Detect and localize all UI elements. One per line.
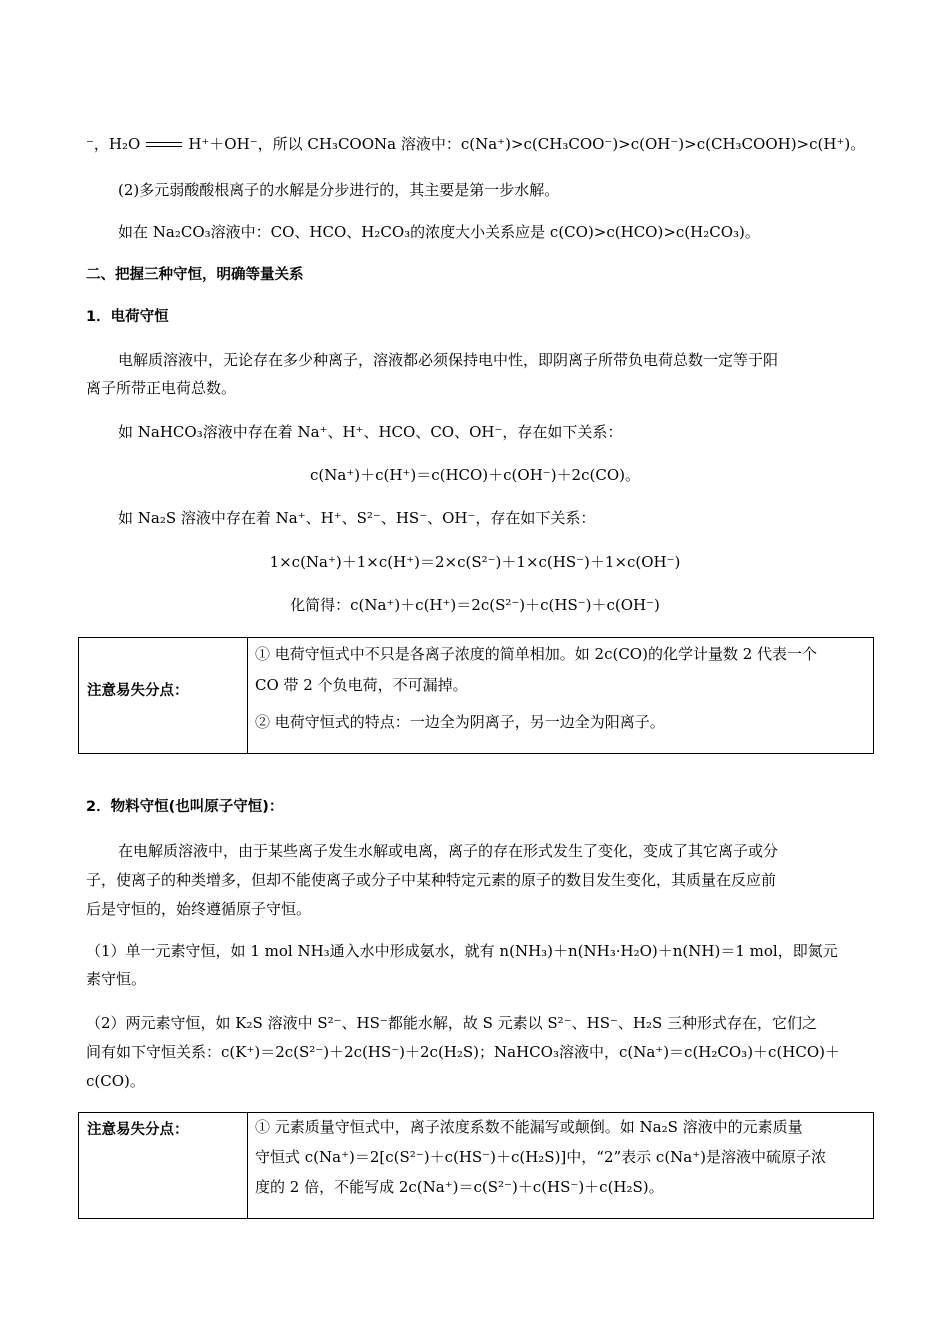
paragraph-two-element-1: （2）两元素守恒，如 K₂S 溶液中 S²⁻、HS⁻都能水解，故 S 元素以 S²⁻、HS⁻、H₂S 三种形式存在，它们之 [86,1014,818,1032]
paragraph-charge-1: 电解质溶液中，无论存在多少种离子，溶液都必须保持电中性，即阴离子所带负电荷总数一定等于阳 [118,351,779,369]
subheading-material-conservation: 2．物料守恒(也叫原子守恒)： [86,799,284,815]
paragraph-na2s: 如 Na₂S 溶液中存在着 Na⁺、H⁺、S²⁻、HS⁻、OH⁻，存在如下关系： [118,509,596,527]
paragraph-material-2: 子，使离子的种类增多，但却不能使离子或分子中某种特定元素的原子的数目发生变化，其质量在反应前 [86,871,777,889]
paragraph-two-element-2: 间有如下守恒关系：c(K⁺)＝2c(S²⁻)＋2c(HS⁻)＋2c(H₂S)；NaHCO₃溶液中，c(Na⁺)＝c(H₂CO₃)＋c(HCO)＋ [86,1043,841,1061]
paragraph-polyprotic: (2)多元弱酸酸根离子的水解是分步进行的，其主要是第一步水解。 [118,181,560,199]
section-heading-conservation: 二、把握三种守恒，明确等量关系 [86,267,304,283]
note-line: ① 电荷守恒式中不只是各离子浓度的简单相加。如 2c(CO)的化学计量数 2 代表一个 [255,645,818,663]
note-line: ① 元素质量守恒式中，离子浓度系数不能漏写或颠倒。如 Na₂S 溶液中的元素质量 [255,1118,803,1136]
paragraph-two-element-3: c(CO)。 [86,1072,145,1090]
equation-na2s-charge: 1×c(Na⁺)＋1×c(H⁺)＝2×c(S²⁻)＋1×c(HS⁻)＋1×c(OH⁻) [269,553,681,571]
equation-nahco3-charge: c(Na⁺)＋c(H⁺)＝c(HCO)＋c(OH⁻)＋2c(CO)。 [310,466,640,484]
paragraph-charge-2: 离子所带正电荷总数。 [86,379,237,397]
line1-start: ⁻，H₂O [86,135,141,153]
subheading-charge-conservation: 1．电荷守恒 [86,309,169,325]
paragraph-nahco3: 如 NaHCO₃溶液中存在着 Na⁺、H⁺、HCO、CO、OH⁻，存在如下关系： [118,423,623,441]
note-line: 度的 2 倍，不能写成 2c(Na⁺)＝c(S²⁻)＋c(HS⁻)＋c(H₂S)。 [255,1178,664,1196]
note-line: 守恒式 c(Na⁺)＝2[c(S²⁻)＋c(HS⁻)＋c(H₂S)]中，“2”表示 c(Na⁺)是溶液中硫原子浓 [255,1148,827,1166]
paragraph-material-1: 在电解质溶液中，由于某些离子发生水解或电离，离子的存在形式发生了变化，变成了其它离子或分 [118,842,779,860]
line1-end: H⁺＋OH⁻，所以 CH₃COONa 溶液中：c(Na⁺)>c(CH₃COO⁻)>c(OH⁻)>c(CH₃COOH)>c(H⁺)。 [188,135,866,153]
note-box-material [78,1112,874,1219]
paragraph-single-element-2: 素守恒。 [86,970,147,988]
equilibrium-arrow-icon [146,139,182,151]
paragraph-material-3: 后是守恒的，始终遵循原子守恒。 [86,900,312,918]
equation-na2s-simplified: 化简得：c(Na⁺)＋c(H⁺)＝2c(S²⁻)＋c(HS⁻)＋c(OH⁻) [290,596,660,614]
note-line: ② 电荷守恒式的特点：一边全为阴离子，另一边全为阳离子。 [255,713,665,731]
note-label: 注意易失分点： [87,683,189,699]
note-box-charge [78,637,874,754]
paragraph-single-element-1: （1）单一元素守恒，如 1 mol NH₃通入水中形成氨水，就有 n(NH₃)＋n(NH₃·H₂O)＋n(NH)＝1 mol，即氮元 [86,942,838,960]
note-label-cell [79,638,248,753]
note-label: 注意易失分点： [87,1122,189,1138]
note-line: CO 带 2 个负电荷，不可漏掉。 [255,676,468,694]
note-label-cell [79,1113,248,1218]
equation-line-ch3coona [86,134,866,154]
paragraph-na2co3: 如在 Na₂CO₃溶液中：CO、HCO、H₂CO₃的浓度大小关系应是 c(CO)>c(HCO)>c(H₂CO₃)。 [118,223,760,241]
